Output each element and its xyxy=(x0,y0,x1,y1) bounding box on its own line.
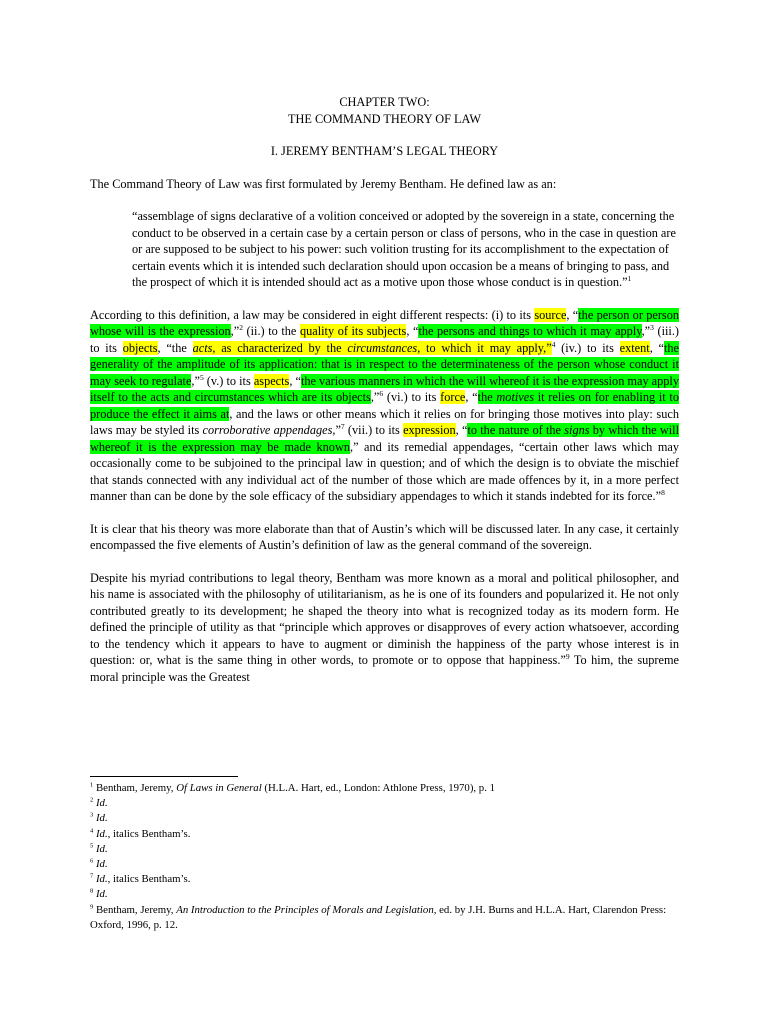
text-run: , “ xyxy=(455,423,468,437)
italic-corroborative: corroborative appendages xyxy=(202,423,333,437)
footnote-number: 6 xyxy=(90,857,94,865)
footnote-number: 3 xyxy=(90,811,94,819)
utility-paragraph xyxy=(90,570,679,686)
text-run: , italics Bentham’s. xyxy=(107,873,191,886)
text-run: , “ xyxy=(465,390,478,404)
highlight-objects: objects xyxy=(122,340,158,355)
footnote-ref: 1 xyxy=(627,273,632,283)
text-run: Bentham, Jeremy, xyxy=(93,903,177,916)
footnote-2 xyxy=(90,796,679,811)
highlight-source: source xyxy=(534,307,567,322)
text-run: by which the will whereof it is the expression may be made known xyxy=(90,423,680,454)
footnote-number: 1 xyxy=(90,781,94,789)
text-run: ,” xyxy=(230,324,240,338)
italic-id: Id. xyxy=(95,873,108,886)
highlight-quality: quality of its subjects xyxy=(299,324,407,338)
text-run: , “ xyxy=(406,324,419,338)
text-run: , ed. by J.H. Burns and H.L.A. Hart, Clarendon Press: Oxford, 1996, p. 12. xyxy=(90,903,667,931)
footnote-ref: 3 xyxy=(650,322,654,332)
block-quote xyxy=(90,208,679,291)
text-run: ,” and its remedial appendages, “certain other laws which may occasionally come to be subjoined to the principal law in question; and of which the design is to obviate the mischief that stands connected with any individual act of the number of those which are made offences by it, in a more perfect manner than can be done by the sole efficacy of the subsidiary appendages to which it stands indebted for its force.” xyxy=(90,439,679,503)
italic-id: Id. xyxy=(95,888,108,901)
respects-paragraph xyxy=(90,307,679,505)
highlight-aspects-quote: the various manners in which the will whereof it is the expression may apply itself to the acts and circumstances which are its objects xyxy=(90,373,679,404)
text-run: (ii.) to the xyxy=(242,324,300,338)
footnote-divider xyxy=(90,776,238,777)
text-run: (vii.) to its xyxy=(344,423,404,437)
text-run: , and the laws or other means which it relies on for bringing those motives into play: such laws may be styled its xyxy=(90,406,679,437)
highlight-extent-quote: the generality of the amplitude of its application: that is in respect to the determinateness of the person whose conduct it may seek to regulate xyxy=(90,340,679,388)
footnote-number: 5 xyxy=(90,842,94,850)
text-run: Bentham, Jeremy, xyxy=(93,782,177,794)
text-run: , to which it may apply,” xyxy=(417,340,552,355)
text-run: (iii.) to its xyxy=(90,324,679,355)
footnote-6 xyxy=(90,857,679,872)
text-run: , as characterized by the xyxy=(212,340,348,355)
chapter-number: CHAPTER TWO: xyxy=(339,95,430,109)
footnote-number: 2 xyxy=(90,796,94,804)
footnote-4 xyxy=(90,827,679,842)
highlight-force-quote: the xyxy=(477,390,497,404)
footnote-7 xyxy=(90,872,679,887)
text-run: (vi.) to its xyxy=(383,390,441,404)
highlight-quality-quote: the persons and things to which it may apply xyxy=(418,324,642,338)
footnote-ref: 5 xyxy=(199,372,204,382)
italic-id: Id. xyxy=(95,827,108,840)
highlight-motives: motives xyxy=(496,390,534,404)
italic-title: Of Laws in General xyxy=(176,782,262,794)
footnote-ref: 2 xyxy=(239,322,243,332)
text-run: , “ xyxy=(566,307,579,322)
chapter-title: THE COMMAND THEORY OF LAW xyxy=(287,111,482,126)
italic-title: An Introduction to the Principles of Morals and Legislation xyxy=(176,903,434,916)
text-run: ,” xyxy=(332,423,341,437)
italic-id: Id. xyxy=(95,842,108,855)
italic-id: Id. xyxy=(95,858,108,871)
highlight-acts: acts xyxy=(192,340,213,355)
intro-paragraph: The Command Theory of Law was first formulated by Jeremy Bentham. He defined law as an: xyxy=(90,176,557,191)
footnote-ref: 7 xyxy=(340,421,345,431)
footnote-number: 7 xyxy=(90,872,94,880)
footnote-number: 8 xyxy=(90,887,94,895)
footnote-ref: 9 xyxy=(565,651,570,661)
highlight-expression-quote: to the nature of the xyxy=(467,423,565,437)
text-run: (v.) to its xyxy=(203,373,254,388)
highlight-force: force xyxy=(440,390,466,404)
highlight-extent: extent xyxy=(619,340,650,355)
highlight-aspects: aspects xyxy=(253,373,290,388)
footnote-5 xyxy=(90,842,679,857)
italic-id: Id. xyxy=(95,812,108,825)
text-run: ,” xyxy=(641,324,651,338)
footnote-number: 4 xyxy=(90,827,94,835)
text-run: , “the xyxy=(157,340,193,355)
text-run: ,” xyxy=(370,390,380,404)
footnote-number: 9 xyxy=(90,903,94,911)
text-run: To him, the supreme moral principle was the Greatest xyxy=(90,653,679,684)
document-page xyxy=(90,94,679,701)
text-run: (iv.) to its xyxy=(555,340,620,355)
footnote-9 xyxy=(90,903,679,933)
italic-id: Id. xyxy=(95,797,108,810)
footnote-8 xyxy=(90,887,679,902)
text-run: , italics Bentham’s. xyxy=(107,827,191,840)
footnote-1 xyxy=(90,781,679,796)
footnote-ref: 4 xyxy=(551,339,556,349)
footnote-ref: 8 xyxy=(661,487,665,497)
section-heading: I. JEREMY BENTHAM’S LEGAL THEORY xyxy=(270,144,499,158)
text-run: it relies on for enabling it to produce the effect it aims at xyxy=(90,390,679,421)
austin-paragraph: It is clear that his theory was more elaborate than that of Austin’s which will be discussed later. In any case, it certainly encompassed the five elements of Austin’s definition of law as the general command of the sovereign. xyxy=(90,521,679,552)
highlight-source-quote: the person or person whose will is the expression xyxy=(90,307,679,338)
highlight-signs: signs xyxy=(564,423,590,437)
text-run: , “ xyxy=(289,373,301,388)
text-run: (H.L.A. Hart, ed., London: Athlone Press, 1970), p. 1 xyxy=(261,782,496,794)
highlight-expression: expression xyxy=(403,423,456,437)
text-run: Despite his myriad contributions to legal theory, Bentham was more known as a moral and political philosopher, and his name is associated with the philosophy of utilitarianism, as he is one of its founders and popularized it. He not only contributed greatly to its development; he shaped the theory into what is recognized today as its modern form. He defined the principle of utility as that “principle which approves or disapproves of every action whatsoever, according to the tendency which it appears to have to augment or diminish the happiness of the party whose interest is in question: or, what is the same thing in other words, to promote or to oppose that happiness.” xyxy=(90,570,679,667)
footnote-3 xyxy=(90,811,679,826)
text-run: According to this definition, a law may be considered in eight different respects: (i) to its xyxy=(90,307,535,322)
text-run: ,” xyxy=(191,373,200,388)
footnotes xyxy=(90,781,679,933)
footnote-ref: 6 xyxy=(379,388,384,398)
text-run: , “ xyxy=(649,340,664,355)
quote-text: “assemblage of signs declarative of a volition conceived or adopted by the sovereign in a state, concerning the conduct to be observed in a certain case by a certain person or class of persons, who in the case in question are or are supposed to be subject to his power: such volition trusting for its accomplishment to the expectation of certain events which it is intended such declaration should upon occasion be a means of bringing to pass, and the prospect of which it is intended should act as a motive upon those whose conduct is in question.” xyxy=(132,209,676,289)
highlight-circumstances: circumstances xyxy=(347,340,418,355)
